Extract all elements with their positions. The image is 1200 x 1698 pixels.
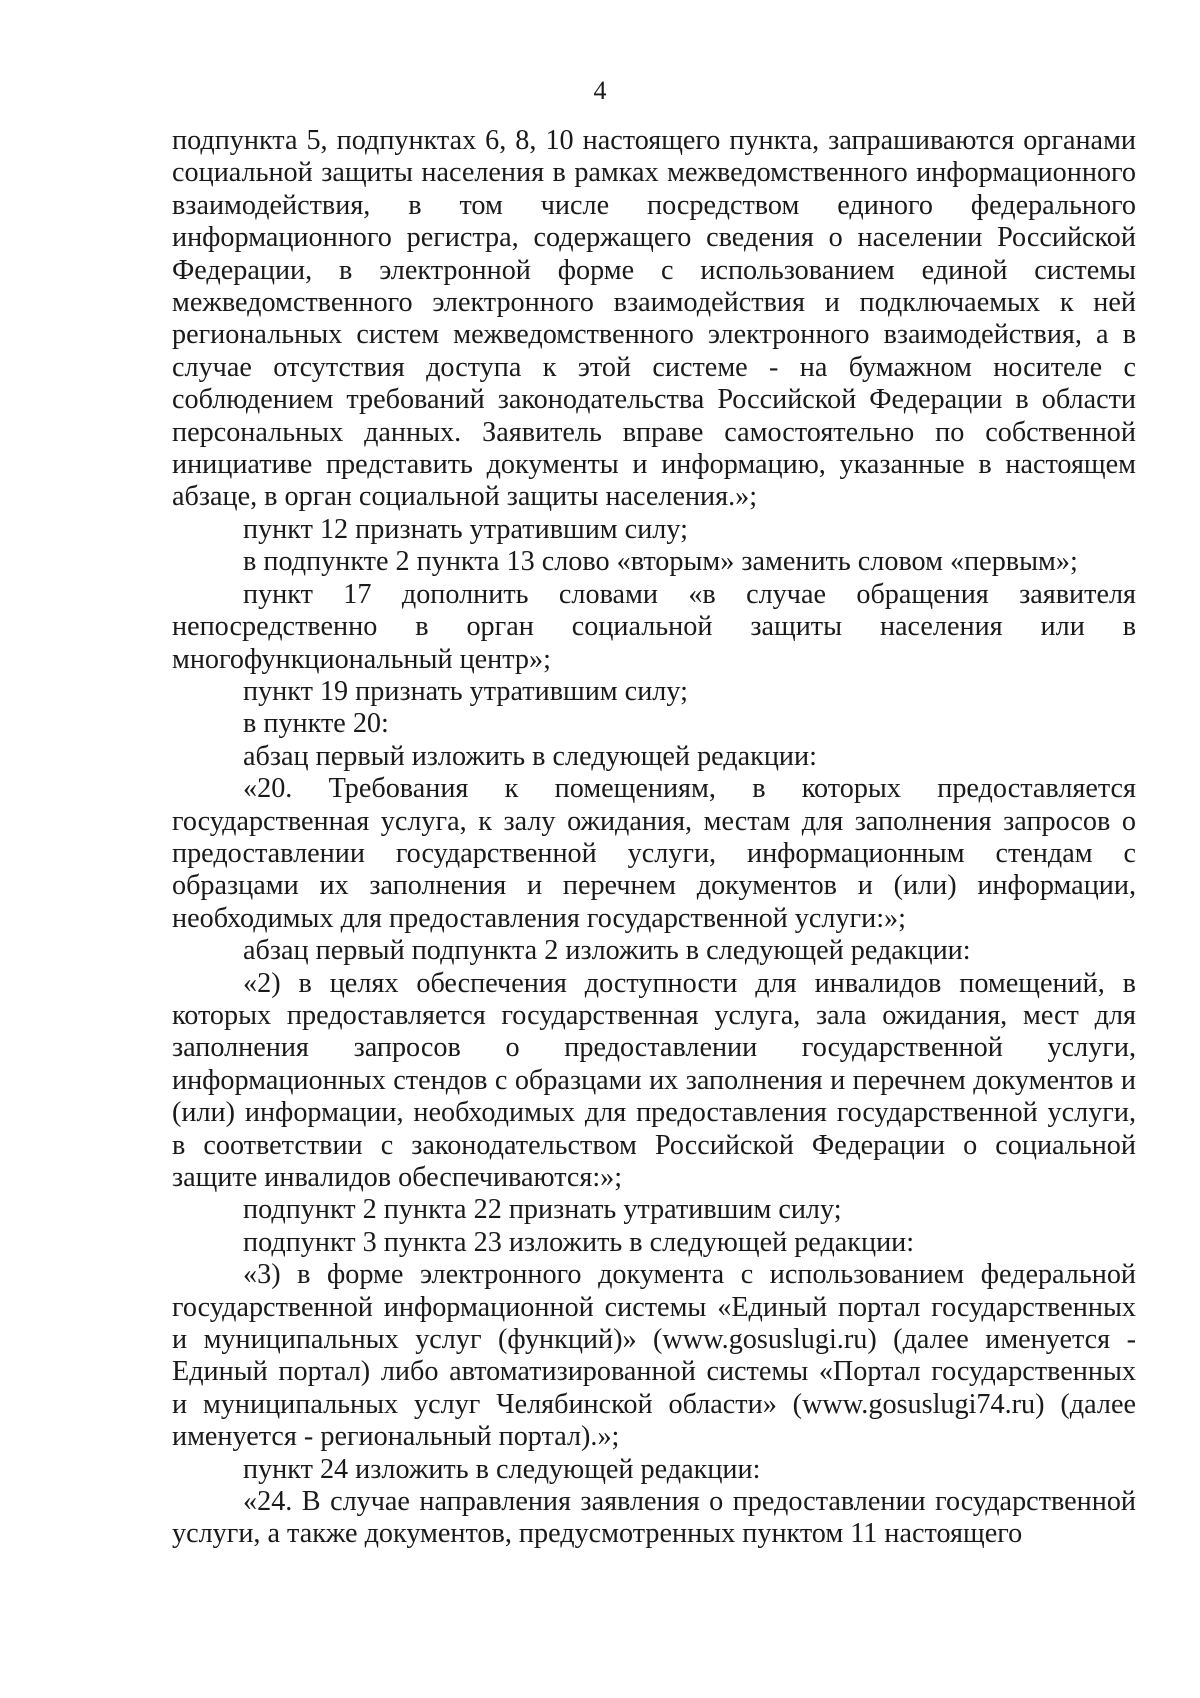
paragraph-item-12: пункт 12 признать утратившим силу; (243, 513, 688, 545)
paragraph-item-13: в подпункте 2 пункта 13 слово «вторым» заменить словом «первым»; (243, 546, 1078, 578)
document-body (172, 125, 1136, 1551)
paragraph-item-24-intro: пункт 24 изложить в следующей редакции: (243, 1453, 761, 1485)
paragraph-continuation: подпункта 5, подпунктах 6, 8, 10 настоящего пункта, запрашиваются органами социальной защиты населения в рамках межведомственного информационного взаимодействия, в том числе посредством единого федерального информационного регистра, содержащего сведения о населении Российской Федерации, в электронной форме с использованием единой системы межведомственного электронного взаимодействия и подключаемых к ней региональных систем межведомственного электронного взаимодействия, а в случае отсутствия доступа к этой системе - на бумажном носителе с соблюдением требований законодательства Российской Федерации в области персональных данных. Заявитель вправе самостоятельно по собственной инициативе представить документы и информацию, указанные в настоящем абзаце, в орган социальной защиты населения.»; (172, 125, 1136, 513)
paragraph-subitem-2-intro: абзац первый подпункта 2 изложить в следующей редакции: (243, 935, 971, 967)
paragraph-item-22: подпункт 2 пункта 22 признать утратившим силу; (243, 1194, 842, 1226)
paragraph-item-24-text: «24. В случае направления заявления о предоставлении государственной услуги, а также документов, предусмотренных пунктом 11 настоящего (172, 1486, 1136, 1550)
page-number: 4 (593, 76, 607, 105)
paragraph-subitem-2-text: «2) в целях обеспечения доступности для инвалидов помещений, в которых предоставляется государственная услуга, зала ожидания, мест для заполнения запросов о предоставлении государственной услуги, информационных стендов с образцами их заполнения и перечнем документов и (или) информации, необходимых для предоставления государственной услуги, в соответствии с законодательством Российской Федерации о социальной защите инвалидов обеспечиваются:»; (172, 967, 1136, 1193)
paragraph-item-17: пункт 17 дополнить словами «в случае обращения заявителя непосредственно в орган социальной защиты населения или в многофункциональный центр»; (172, 578, 1136, 675)
paragraph-item-20-text: «20. Требования к помещениям, в которых предоставляется государственная услуга, к залу ожидания, местам для заполнения запросов о предоставлении государственной услуги, информационным стендам с образцами их заполнения и перечнем документов и (или) информации, необходимых для предоставления государственной услуги:»; (172, 773, 1136, 934)
paragraph-item-20-intro: в пункте 20: (243, 708, 389, 740)
paragraph-item-20-abzac: абзац первый изложить в следующей редакции: (243, 740, 817, 772)
paragraph-item-23-intro: подпункт 3 пункта 23 изложить в следующей редакции: (243, 1226, 915, 1258)
paragraph-item-23-text: «3) в форме электронного документа с использованием федеральной государственной информационной системы «Единый портал государственных и муниципальных услуг (функций)» (www.gosuslugi.ru) (далее именуется - Единый портал) либо автоматизированной системы «Портал государственных и муниципальных услуг Челябинской области» (www.gosuslugi74.ru) (далее именуется - региональный портал).»; (172, 1259, 1136, 1453)
paragraph-item-19: пункт 19 признать утратившим силу; (243, 675, 688, 707)
